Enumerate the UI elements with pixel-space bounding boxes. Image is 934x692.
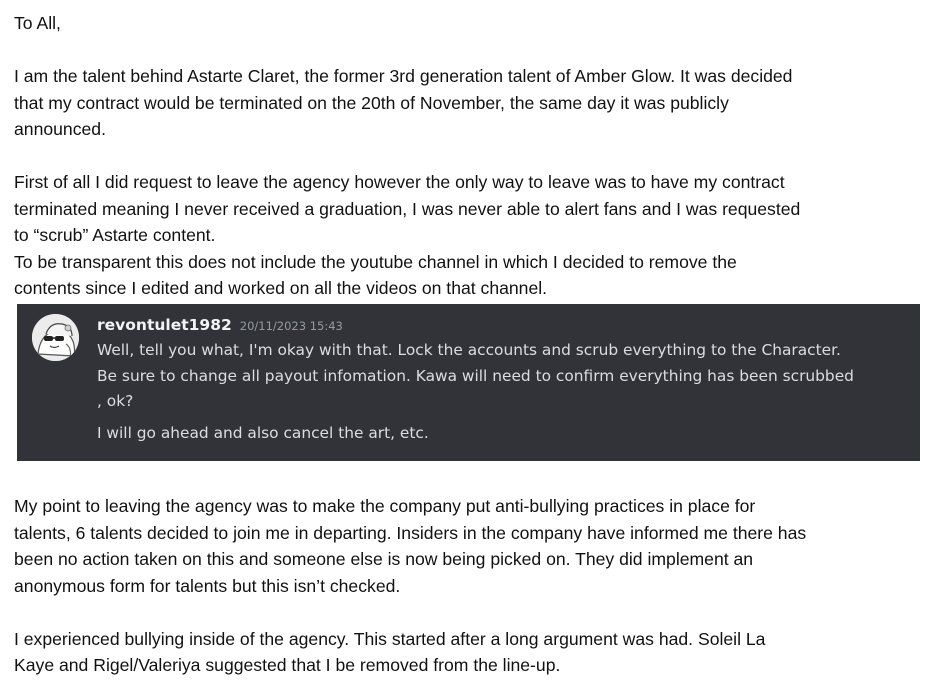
- paragraph-2-line: contents since I edited and worked on all the videos on that channel.: [14, 278, 548, 298]
- paragraph-2: [14, 169, 924, 302]
- paragraph-1-line: announced.: [14, 119, 106, 139]
- message-line: Be sure to change all payout infomation. Kawa will need to confirm everything has been scrubbed: [97, 366, 854, 385]
- paragraph-3-line: My point to leaving the agency was to make the company put anti-bullying practices in place for: [14, 496, 756, 516]
- message-line: , ok?: [97, 392, 134, 410]
- paragraph-3-line: talents, 6 talents decided to join me in departing. Insiders in the company have informed me there has: [14, 522, 807, 543]
- paragraph-3-line: been no action taken on this and someone else is now being picked on. They did implement an: [14, 549, 754, 569]
- paragraph-2-line: to “scrub” Astarte content.: [14, 225, 216, 245]
- paragraph-3-line: anonymous form for talents but this isn’t checked.: [14, 575, 401, 596]
- paragraph-1: [14, 63, 924, 143]
- paragraph-2-line: First of all I did request to leave the agency however the only way to leave was to have my contract: [14, 172, 785, 192]
- message-timestamp: 20/11/2023 15:43: [239, 319, 343, 333]
- discord-message-screenshot: [17, 304, 920, 461]
- greeting: To All,: [14, 13, 61, 33]
- avatar-illustration: [32, 314, 79, 361]
- letter-upper: [14, 10, 924, 302]
- paragraph-2-line: To be transparent this does not include the youtube channel in which I decided to remove the: [14, 251, 737, 272]
- paragraph-3: [14, 493, 924, 599]
- paragraph-4-line: I experienced bullying inside of the agency. This started after a long argument was had. Soleil La: [14, 628, 766, 649]
- username: revontulet1982: [97, 316, 232, 334]
- message-line: Well, tell you what, I'm okay with that. Lock the accounts and scrub everything to the Character.: [97, 341, 841, 359]
- letter-lower: [14, 493, 924, 679]
- message-header: [97, 316, 897, 338]
- paragraph-4: [14, 626, 924, 679]
- anime-character-avatar-icon: [32, 314, 79, 361]
- message-line: I will go ahead and also cancel the art, etc.: [97, 423, 429, 442]
- paragraph-1-line: I am the talent behind Astarte Claret, the former 3rd generation talent of Amber Glow. It was decided: [14, 66, 793, 86]
- paragraph-2-line: terminated meaning I never received a graduation, I was never able to alert fans and I was requested: [14, 198, 801, 219]
- discord-message: [97, 316, 897, 446]
- paragraph-4-line: Kaye and Rigel/Valeriya suggested that I be removed from the line-up.: [14, 655, 561, 675]
- paragraph-1-line: that my contract would be terminated on the 20th of November, the same day it was publicly: [14, 92, 729, 113]
